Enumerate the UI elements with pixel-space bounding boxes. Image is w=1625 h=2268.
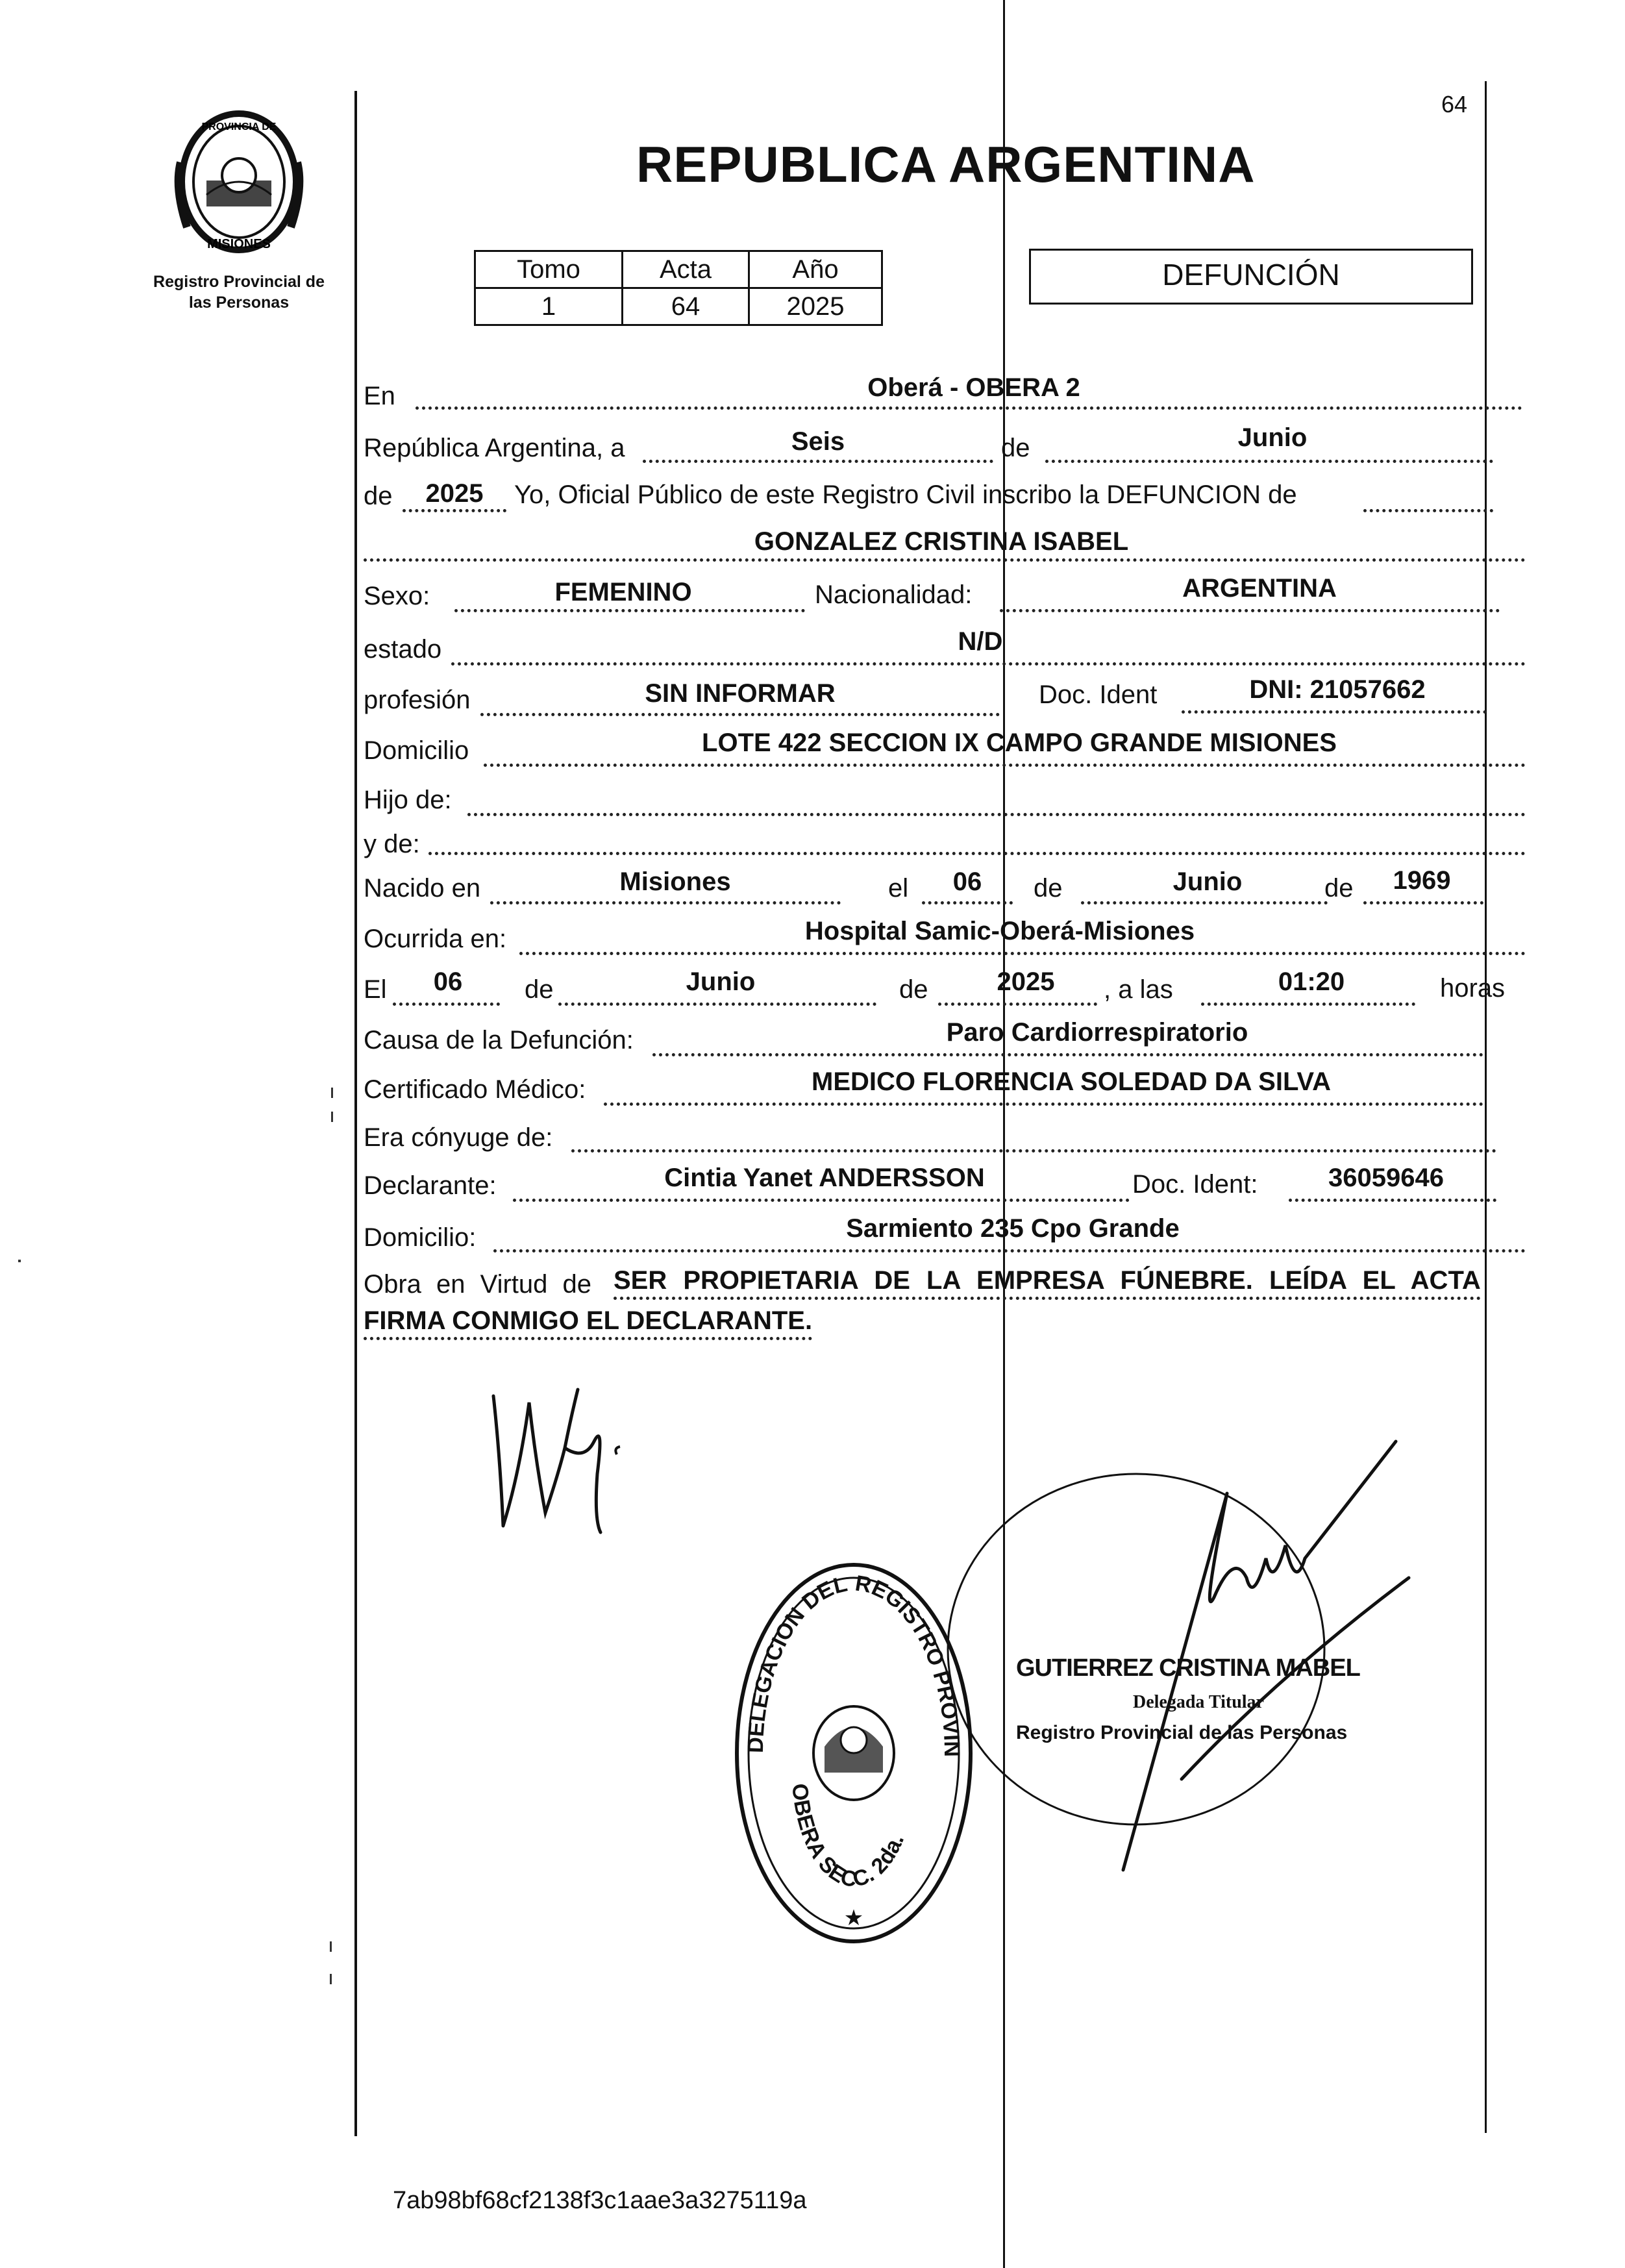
certificado-value: MEDICO FLORENCIA SOLEDAD DA SILVA [812, 1067, 1331, 1096]
nacido-place-value: Misiones [619, 867, 731, 896]
dotted-line [1201, 1003, 1415, 1006]
birth-month-value: Junio [1172, 867, 1243, 896]
domicilio-2-value: Sarmiento 235 Cpo Grande [846, 1214, 1180, 1243]
domicilio-label: Domicilio [364, 736, 469, 765]
doc-ident-label: Doc. Ident [1039, 680, 1158, 709]
record-table [474, 250, 883, 326]
de-label-5: de [525, 975, 554, 1004]
page-number: 64 [1441, 91, 1468, 118]
dotted-line [416, 406, 1522, 410]
year-value: 2025 [425, 479, 484, 508]
margin-mark [330, 1974, 332, 1984]
official-title: Delegada Titular [1133, 1692, 1264, 1712]
document-hash: 7ab98bf68cf2138f3c1aae3a3275119a [393, 2187, 807, 2214]
left-margin-line [354, 91, 357, 2136]
statement-text: Yo, Oficial Público de este Registro Civil inscribo la DEFUNCION de [514, 480, 1297, 509]
dotted-line [1045, 460, 1493, 463]
center-fold-line [1003, 0, 1005, 2268]
registry-logo [167, 104, 310, 266]
death-time-value: 01:20 [1278, 967, 1345, 996]
official-office: Registro Provincial de las Personas [1016, 1722, 1348, 1743]
dotted-line [1182, 710, 1487, 714]
ocurrida-value: Hospital Samic-Oberá-Misiones [804, 917, 1195, 945]
dotted-line [922, 901, 1013, 904]
hijo-label: Hijo de: [364, 786, 452, 814]
el-label: el [888, 874, 909, 903]
value-tomo: 1 [475, 288, 623, 325]
dotted-line [519, 952, 1526, 955]
margin-mark [331, 1088, 333, 1098]
doc-ident-2-label: Doc. Ident: [1132, 1170, 1258, 1199]
causa-label: Causa de la Defunción: [364, 1026, 634, 1054]
registry-name: Registro Provincial de las Personas [153, 273, 325, 312]
dotted-line [1000, 609, 1500, 612]
official-name: GUTIERREZ CRISTINA MABEL [1016, 1654, 1360, 1682]
certificado-label: Certificado Médico: [364, 1075, 586, 1104]
de-label-4: de [1324, 874, 1354, 903]
domicilio-2-label: Domicilio: [364, 1223, 477, 1252]
declarante-value: Cintia Yanet ANDERSSON [664, 1164, 985, 1192]
birth-day-value: 06 [952, 867, 982, 896]
alas-label: , a las [1104, 975, 1173, 1004]
dotted-line [467, 813, 1526, 816]
dotted-line [652, 1053, 1483, 1056]
death-year-value: 2025 [997, 967, 1055, 996]
margin-mark [331, 1112, 333, 1122]
value-acta: 64 [623, 288, 749, 325]
de-label-2: de [364, 482, 393, 510]
header-tomo: Tomo [475, 251, 623, 288]
dotted-line [364, 558, 1526, 562]
dotted-line [1363, 901, 1483, 904]
de-label-6: de [899, 975, 928, 1004]
declarant-signature [480, 1377, 649, 1545]
margin-mark [330, 1941, 332, 1952]
dotted-line [1081, 901, 1328, 904]
place-value: Oberá - OBERA 2 [867, 373, 1080, 402]
death-day-value: 06 [433, 967, 463, 996]
horas-label: horas [1440, 974, 1506, 1003]
value-anio: 2025 [749, 288, 882, 325]
dotted-line [558, 1003, 876, 1006]
nacionalidad-label: Nacionalidad: [815, 580, 973, 609]
dotted-line [493, 1249, 1526, 1252]
dotted-line [451, 662, 1526, 666]
profesion-value: SIN INFORMAR [645, 679, 836, 708]
dotted-line [484, 764, 1526, 767]
yde-label: y de: [364, 830, 420, 858]
dotted-line [1289, 1199, 1496, 1202]
sexo-label: Sexo: [364, 582, 430, 610]
en-label: En [364, 382, 395, 410]
header-acta: Acta [623, 251, 749, 288]
dotted-line [938, 1003, 1097, 1006]
dotted-line [403, 509, 506, 512]
dotted-line [428, 852, 1526, 855]
deceased-name-value: GONZALEZ CRISTINA ISABEL [754, 527, 1129, 556]
estado-label: estado [364, 635, 442, 664]
republica-label: República Argentina, a [364, 434, 625, 462]
de-label: de [1001, 434, 1030, 462]
birth-year-value: 1969 [1393, 866, 1451, 895]
doc-ident-2-value: 36059646 [1328, 1164, 1444, 1192]
declarante-label: Declarante: [364, 1171, 497, 1200]
right-margin-line [1485, 81, 1487, 2133]
nacionalidad-value: ARGENTINA [1182, 574, 1337, 603]
el-cap-label: El [364, 975, 387, 1004]
doc-ident-value: DNI: 21057662 [1249, 675, 1426, 704]
conyuge-label: Era cónyuge de: [364, 1123, 553, 1152]
obra-line-2: FIRMA CONMIGO EL DECLARANTE. [364, 1306, 812, 1340]
causa-value: Paro Cardiorrespiratorio [946, 1018, 1248, 1047]
de-label-3: de [1034, 874, 1063, 903]
dotted-line [454, 609, 805, 612]
obra-line-1: SER PROPIETARIA DE LA EMPRESA FÚNEBRE. LEÍDA EL ACTA [614, 1266, 1481, 1300]
death-month-value: Junio [686, 967, 756, 996]
seal-inner-text: OBERA SECC. 2da. [787, 1782, 910, 1893]
dotted-line [490, 901, 841, 904]
dotted-line [643, 460, 993, 463]
ocurrida-label: Ocurrida en: [364, 925, 507, 953]
margin-mark [18, 1260, 21, 1262]
nacido-label: Nacido en [364, 874, 481, 903]
logo-bottom-text: MISIONES [207, 237, 271, 251]
page-title: REPUBLICA ARGENTINA [636, 136, 1256, 193]
dotted-line [571, 1149, 1496, 1153]
estado-value: N/D [958, 627, 1003, 656]
seal-outer-text: DELEGACION DEL REGISTRO PROVIN [743, 1571, 965, 1758]
dotted-line [1363, 509, 1493, 512]
obra-label: Obra en Virtud de [364, 1270, 592, 1299]
dotted-line [393, 1003, 500, 1006]
domicilio-value: LOTE 422 SECCION IX CAMPO GRANDE MISIONES [702, 729, 1337, 757]
month-value: Junio [1237, 423, 1308, 452]
dotted-line [513, 1199, 1130, 1202]
logo-top-text: PROVINCIA DE [201, 121, 277, 132]
dotted-line [604, 1103, 1483, 1106]
record-type: DEFUNCIÓN [1162, 258, 1340, 292]
dotted-line [480, 713, 1000, 716]
svg-text:★: ★ [843, 1906, 864, 1930]
day-words-value: Seis [791, 427, 845, 456]
profesion-label: profesión [364, 686, 471, 714]
header-anio: Año [749, 251, 882, 288]
sexo-value: FEMENINO [554, 578, 692, 606]
